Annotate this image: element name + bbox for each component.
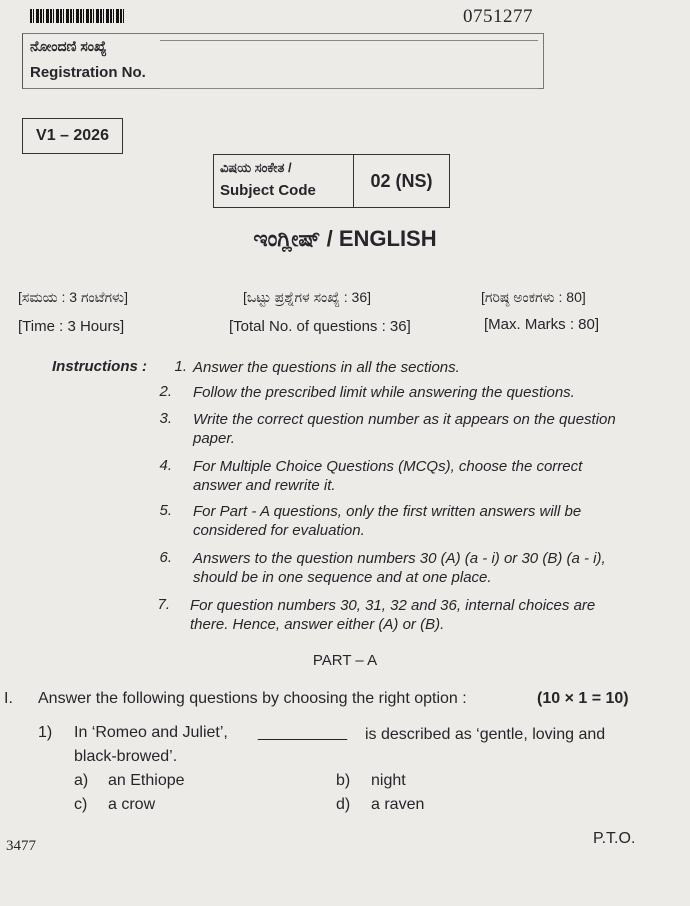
instruction-number: 1. [174,358,187,375]
part-heading: PART – A [312,652,378,669]
instruction-number: 7. [157,596,170,613]
subject-code-label-kannada: ವಿಷಯ ಸಂಕೇತ / [220,160,292,175]
section-instruction: Answer the following questions by choosing the right option : [38,690,467,707]
section-number: I. [4,690,13,707]
instruction-text: Answers to the question numbers 30 (A) (a - i) or 30 (B) (a - i), should be in one sequence and at one place. [193,550,606,586]
instruction-text: For Part - A questions, only the first written answers will be considered for evaluation. [193,503,582,539]
subject-code-label: Subject Code [220,182,316,199]
paper-code: 3477 [6,838,36,854]
subject-code-label-cell [214,155,354,207]
option-label: c) [74,796,88,813]
subject-code-box [213,154,450,208]
registration-label: Registration No. [30,64,146,81]
instruction-text: Answer the questions in all the sections. [193,359,460,376]
paper-title: ಇಂಗ್ಲೀಷ್ / ENGLISH [253,226,437,251]
option-label: d) [336,796,351,813]
questions-kannada: [ಒಟ್ಟು ಪ್ರಶ್ನೆಗಳ ಸಂಖ್ಯೆ : 36] [243,289,372,305]
questions-label: [Total No. of questions : 36] [229,318,411,335]
option-text: a raven [371,796,425,813]
registration-line [160,40,538,41]
question-text-start: In ‘Romeo and Juliet’, [74,724,228,741]
marks-label: [Max. Marks : 80] [484,316,600,333]
instruction-text: Write the correct question number as it appears on the question paper. [193,411,616,447]
instruction-text: For question numbers 30, 31, 32 and 36, internal choices are there. Hence, answer either (A) or (B). [190,597,596,633]
subject-code-value: 02 (NS) [370,170,433,191]
instruction-number: 5. [159,502,172,519]
option-label: a) [74,772,89,789]
option-text: an Ethiope [108,772,185,789]
question-number: 1) [38,724,53,741]
instruction-number: 2. [159,383,172,400]
barcode [30,9,125,23]
registration-label-kannada: ನೋಂದಣಿ ಸಂಖ್ಯೆ [30,38,107,54]
option-text: a crow [108,796,156,813]
marks-kannada: [ಗರಿಷ್ಠ ಅಂಕಗಳು : 80] [481,289,586,305]
version-box: V1 – 2026 [22,118,123,154]
instruction-number: 6. [159,549,172,566]
question-blank: __________ [258,724,347,741]
section-marks: (10 × 1 = 10) [537,690,629,707]
time-kannada: [ಸಮಯ : 3 ಗಂಟೆಗಳು] [18,289,128,305]
instructions-heading: Instructions : [52,358,148,375]
question-text-end: is described as ‘gentle, loving and black-browed’. [74,726,606,765]
registration-line-bottom [160,88,538,89]
serial-number: 0751277 [463,6,533,27]
option-text: night [371,772,406,789]
instruction-text: Follow the prescribed limit while answering the questions. [193,384,575,401]
instruction-number: 4. [159,457,172,474]
pto-label: P.T.O. [593,830,636,847]
time-label: [Time : 3 Hours] [18,318,125,335]
instruction-number: 3. [159,410,172,427]
option-label: b) [336,772,351,789]
instruction-text: For Multiple Choice Questions (MCQs), choose the correct answer and rewrite it. [193,458,583,494]
